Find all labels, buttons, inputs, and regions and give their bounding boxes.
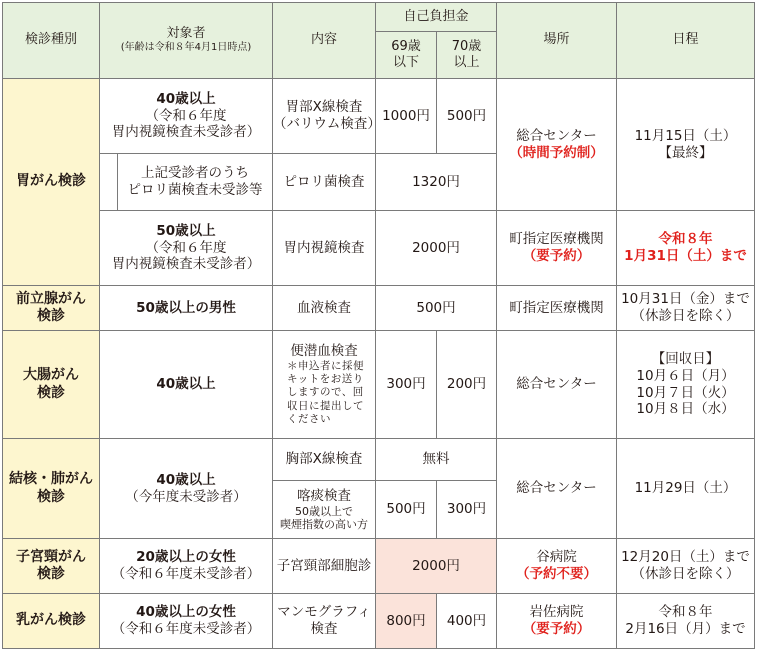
lung-sputum-content-line1: 喀痰検査 xyxy=(297,487,351,504)
colon-memo-line3: しますので、回 xyxy=(287,386,364,399)
cervical-category-line2: 検診 xyxy=(37,566,65,582)
colon-memo-line2: キットをお送り xyxy=(287,373,364,386)
header-copay: 自己負担金 xyxy=(376,3,497,32)
stomach-endoscopy-target-line2: （令和６年度 xyxy=(145,239,227,256)
breast-content xyxy=(273,594,376,649)
stomach-xray-content-line1: 胃部X線検査 xyxy=(285,99,363,116)
prostate-category xyxy=(3,286,100,331)
prostate-category-line2: 検診 xyxy=(37,308,65,324)
stomach-endoscopy-place-name: 町指定医療機関 xyxy=(509,231,604,248)
breast-date xyxy=(617,594,755,649)
cervical-date-line2: （休診日を除く） xyxy=(631,566,740,582)
stomach-row-endoscopy xyxy=(3,211,755,286)
breast-place xyxy=(497,594,617,649)
prostate-fee: 500円 xyxy=(376,286,497,331)
stomach-xray-target-line1: 40歳以上 xyxy=(156,90,216,107)
stomach-xray-date xyxy=(617,79,755,211)
lung-sputum-content xyxy=(273,481,376,539)
colon-category xyxy=(3,331,100,439)
header-date: 日程 xyxy=(617,3,755,79)
colon-category-line1: 大腸がん xyxy=(23,367,79,383)
stomach-xray-place xyxy=(497,79,617,211)
colon-content-memo xyxy=(273,360,375,426)
breast-row xyxy=(3,594,755,649)
stomach-pylori-indent xyxy=(100,154,118,211)
colon-date-line1: 【回収日】 xyxy=(651,350,720,367)
header-age-under69 xyxy=(376,32,437,79)
screening-schedule-table xyxy=(2,2,755,649)
stomach-xray-content-line2: （バリウム検査） xyxy=(273,116,381,132)
header-age-under69-line1: 69歳 xyxy=(391,38,421,54)
header-age-over70-line2: 以上 xyxy=(453,55,480,70)
header-category: 検診種別 xyxy=(3,3,100,79)
stomach-endoscopy-date-line1: 令和８年 xyxy=(658,231,713,248)
stomach-category: 胃がん検診 xyxy=(3,79,100,286)
stomach-pylori-content: ピロリ菌検査 xyxy=(273,154,376,211)
stomach-xray-fee-70: 500円 xyxy=(437,79,497,154)
colon-date-line3: 10月７日（火） xyxy=(636,384,735,401)
prostate-date xyxy=(617,286,755,331)
header-row xyxy=(3,3,755,32)
prostate-row xyxy=(3,286,755,331)
stomach-endoscopy-place xyxy=(497,211,617,286)
stomach-pylori-target xyxy=(118,154,273,211)
colon-memo-line4: 収日に提出して xyxy=(287,399,364,412)
stomach-xray-place-name: 総合センター xyxy=(516,127,597,144)
breast-place-name: 岩佐病院 xyxy=(529,604,584,621)
lung-category xyxy=(3,439,100,539)
lung-sputum-content-line2: 50歳以上で xyxy=(295,504,353,518)
lung-row-xray xyxy=(3,439,755,481)
lung-sputum-fee-69: 500円 xyxy=(376,481,437,539)
breast-content-line2: 検査 xyxy=(310,621,338,637)
lung-date: 11月29日（土） xyxy=(617,439,755,539)
header-age-under69-line2: 以下 xyxy=(392,55,419,70)
breast-fee-70: 400円 xyxy=(437,594,497,649)
lung-place: 総合センター xyxy=(497,439,617,539)
header-target-note: (年齢は令和８年4月1日時点) xyxy=(120,42,252,54)
breast-target xyxy=(100,594,273,649)
stomach-pylori-target-line1: 上記受診者のうち xyxy=(141,165,249,182)
lung-xray-content: 胸部X線検査 xyxy=(273,439,376,481)
stomach-endoscopy-place-note: （要予約） xyxy=(522,248,591,264)
cervical-place xyxy=(497,539,617,594)
cervical-place-note: （予約不要） xyxy=(516,566,598,582)
colon-content-title: 便潜血検査 xyxy=(290,343,358,360)
prostate-date-line1: 10月31日（金）まで xyxy=(621,291,750,308)
stomach-endoscopy-target-line1: 50歳以上 xyxy=(156,222,216,239)
breast-target-line2: （令和６年度未受診者） xyxy=(111,621,261,637)
cervical-content: 子宮頸部細胞診 xyxy=(273,539,376,594)
lung-sputum-content-line3: 喫煙指数の高い方 xyxy=(280,517,368,531)
stomach-endoscopy-date-line2: 1月31日（土）まで xyxy=(624,248,747,264)
lung-category-line1: 結核・肺がん xyxy=(9,471,93,487)
prostate-category-line1: 前立腺がん xyxy=(16,290,86,307)
cervical-target xyxy=(100,539,273,594)
colon-target: 40歳以上 xyxy=(100,331,273,439)
cervical-row xyxy=(3,539,755,594)
header-content: 内容 xyxy=(273,3,376,79)
lung-xray-fee: 無料 xyxy=(376,439,497,481)
header-age-over70-line1: 70歳 xyxy=(451,38,482,54)
header-place: 場所 xyxy=(497,3,617,79)
prostate-content: 血液検査 xyxy=(273,286,376,331)
lung-sputum-fee-70: 300円 xyxy=(437,481,497,539)
stomach-pylori-fee: 1320円 xyxy=(376,154,497,211)
header-target-label: 対象者 xyxy=(166,26,206,42)
stomach-endoscopy-fee: 2000円 xyxy=(376,211,497,286)
stomach-endoscopy-target-line3: 胃内視鏡検査未受診者） xyxy=(111,256,261,273)
cervical-target-line1: 20歳以上の女性 xyxy=(136,549,236,566)
colon-memo-line1: ＊申込者に採便 xyxy=(287,360,364,373)
colon-category-line2: 検診 xyxy=(37,384,65,401)
lung-category-line2: 検診 xyxy=(37,488,65,505)
colon-row xyxy=(3,331,755,439)
colon-date xyxy=(617,331,755,439)
stomach-pylori-target-line2: ピロリ菌検査未受診等 xyxy=(127,182,263,198)
stomach-endoscopy-content: 胃内視鏡検査 xyxy=(273,211,376,286)
stomach-xray-fee-69: 1000円 xyxy=(376,79,437,154)
stomach-xray-content xyxy=(273,79,381,154)
stomach-xray-place-note: （時間予約制） xyxy=(509,144,604,161)
cervical-place-name: 谷病院 xyxy=(536,549,577,566)
lung-target xyxy=(100,439,273,539)
cervical-category-line1: 子宮頸がん xyxy=(16,548,86,565)
stomach-xray-target xyxy=(100,79,273,154)
breast-date-line1: 令和８年 xyxy=(658,604,713,621)
colon-fee-70: 200円 xyxy=(437,331,497,439)
stomach-xray-target-line2: （令和６年度 xyxy=(145,107,227,124)
breast-fee-69: 800円 xyxy=(376,594,437,649)
breast-content-line1: マンモグラフィ xyxy=(277,604,371,621)
stomach-xray-date-line1: 11月15日（土） xyxy=(634,127,737,144)
colon-memo-line5: ください xyxy=(287,412,331,425)
breast-category: 乳がん検診 xyxy=(3,594,100,649)
prostate-date-line2: （休診日を除く） xyxy=(631,308,740,324)
breast-target-line1: 40歳以上の女性 xyxy=(136,604,236,621)
stomach-endoscopy-date xyxy=(617,211,755,286)
colon-place: 総合センター xyxy=(497,331,617,439)
lung-target-line2: （今年度未受診者） xyxy=(125,488,247,505)
stomach-row-xray xyxy=(3,79,755,154)
breast-date-line2: 2月16日（月）まで xyxy=(625,621,746,637)
prostate-place: 町指定医療機関 xyxy=(497,286,617,331)
cervical-fee: 2000円 xyxy=(376,539,497,594)
cervical-date-line1: 12月20日（土）まで xyxy=(621,549,750,566)
stomach-xray-target-line3: 胃内視鏡検査未受診者） xyxy=(111,124,261,141)
colon-content xyxy=(273,331,376,439)
cervical-target-line2: （令和６年度未受診者） xyxy=(111,566,261,582)
header-target xyxy=(100,3,273,79)
lung-target-line1: 40歳以上 xyxy=(156,471,216,488)
prostate-target: 50歳以上の男性 xyxy=(100,286,273,331)
header-age-over70 xyxy=(437,32,497,79)
cervical-category xyxy=(3,539,100,594)
stomach-endoscopy-target xyxy=(100,211,273,286)
breast-place-note: （要予約） xyxy=(522,621,591,637)
colon-date-line2: 10月６日（月） xyxy=(636,367,735,384)
cervical-date xyxy=(617,539,755,594)
stomach-xray-date-line2: 【最終】 xyxy=(658,144,713,161)
colon-date-line4: 10月８日（水） xyxy=(636,401,735,418)
colon-fee-69: 300円 xyxy=(376,331,437,439)
